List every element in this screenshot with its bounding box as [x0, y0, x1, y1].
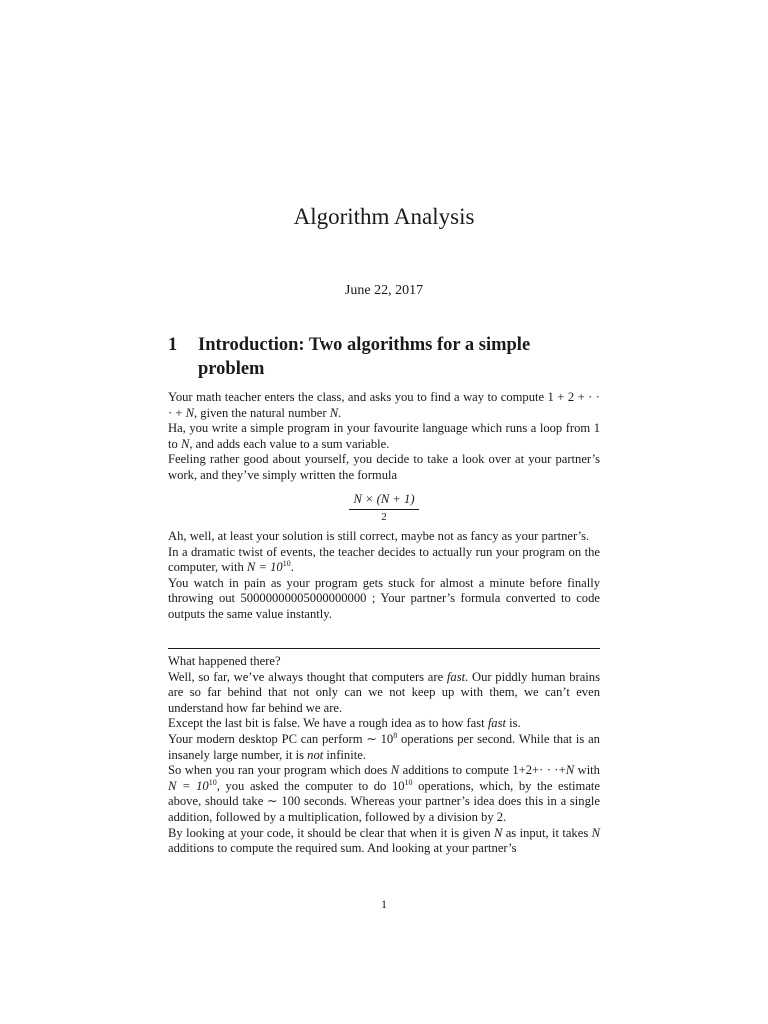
- paragraph: Your math teacher enters the class, and asks you to find a way to compute 1 + 2 + · · · + N, given the natural number N.: [168, 390, 600, 420]
- text-run: , and adds each value to a sum variable.: [189, 436, 390, 451]
- section-heading: [168, 333, 600, 381]
- math-variable: N: [390, 763, 400, 778]
- text-run: In a dramatic twist of events, the teacher decides to actually run your program on the computer, with: [168, 544, 600, 575]
- exponent: 10: [404, 777, 413, 787]
- exponent: 10: [208, 777, 217, 787]
- discussion-block: [168, 654, 600, 857]
- text-run: So when you ran your program which does: [168, 763, 391, 778]
- math-variable: N: [591, 825, 601, 840]
- math-expression: N = 10: [246, 560, 283, 575]
- math-variable: N: [493, 825, 503, 840]
- emphasis: fast: [446, 669, 466, 684]
- document-title: Algorithm Analysis: [293, 204, 475, 229]
- text-run: Except the last bit is false. We have a rough idea as to how fast: [168, 716, 488, 731]
- text-run: as input, it takes: [502, 825, 592, 840]
- fraction-numerator: N × (N + 1): [349, 492, 418, 510]
- math-expression: N = 10: [168, 778, 209, 793]
- text-run: operations, which, by the estimate above, should take ∼ 100 seconds. Whereas your partner’s idea does this in a single addition, followed by a multiplication, followed by a division by 2.: [168, 778, 600, 824]
- paragraph: You watch in pain as your program gets stuck for almost a minute before finally throwing out 50000000005000000000 ; Your partner’s formula converted to code outputs the same value instantly.: [168, 575, 600, 621]
- emphasis: fast: [487, 716, 507, 731]
- paragraph: What happened there?: [168, 654, 281, 668]
- paragraph: [168, 763, 600, 825]
- intro-block: [168, 390, 600, 484]
- page-number: 1: [381, 897, 387, 911]
- text-run: operations per second. While that is an insanely large number, it is: [168, 731, 600, 762]
- emphasis: not: [307, 747, 324, 762]
- results-block: [168, 529, 600, 623]
- text-run: . Our piddly human brains are so far behind that not only can we not keep up with them, we can’t even understand how far behind we are.: [168, 669, 600, 715]
- text-run: , you asked the computer to do 10: [216, 778, 405, 793]
- text-run: additions to compute the required sum. And looking at your partner’s: [168, 841, 517, 856]
- paragraph: Feeling rather good about yourself, you decide to take a look over at your partner’s work, and they’ve simply written the formula: [168, 452, 600, 482]
- math-variable: N: [185, 405, 194, 420]
- section-number: 1: [168, 335, 178, 355]
- paragraph: [168, 826, 600, 857]
- paragraph: Ah, well, at least your solution is still correct, maybe not as fancy as your partner’s.: [168, 529, 590, 543]
- document-date: June 22, 2017: [344, 283, 424, 298]
- fraction-denominator: 2: [381, 511, 387, 523]
- math-variable: N: [329, 405, 339, 420]
- paragraph: [168, 732, 600, 763]
- horizontal-rule: [168, 648, 600, 649]
- text-run: Ha, you write a simple program in your favourite language which runs a loop from 1 to: [168, 421, 600, 451]
- text-run: infinite.: [323, 747, 366, 762]
- exponent: 10: [282, 559, 291, 569]
- fraction: [349, 492, 418, 523]
- text-run: Your modern desktop PC can perform ∼ 10: [168, 731, 394, 746]
- text-run: with: [574, 763, 600, 778]
- formula: [168, 492, 600, 523]
- paragraph: [168, 670, 600, 717]
- text-run: Well, so far, we’ve always thought that computers are: [168, 669, 447, 684]
- section-title: Introduction: Two algorithms for a simple problem: [198, 335, 531, 379]
- math-variable: N: [565, 763, 575, 778]
- exponent: 8: [393, 730, 398, 740]
- text-run: is.: [506, 716, 521, 731]
- text-run: Your math teacher enters the class, and asks you to find a way to compute 1 + 2 + · · · +: [168, 390, 600, 420]
- text-run: By looking at your code, it should be clear that when it is given: [168, 825, 494, 840]
- math-variable: N: [180, 436, 190, 451]
- paragraph: [168, 716, 600, 732]
- paragraph: In a dramatic twist of events, the teacher decides to actually run your program on the computer, with $N = 10^{10}$.: [168, 544, 600, 575]
- text-run: additions to compute 1+2+· · ·+: [399, 763, 566, 778]
- paragraph: [168, 421, 600, 452]
- text-run: , given the natural number: [194, 405, 330, 420]
